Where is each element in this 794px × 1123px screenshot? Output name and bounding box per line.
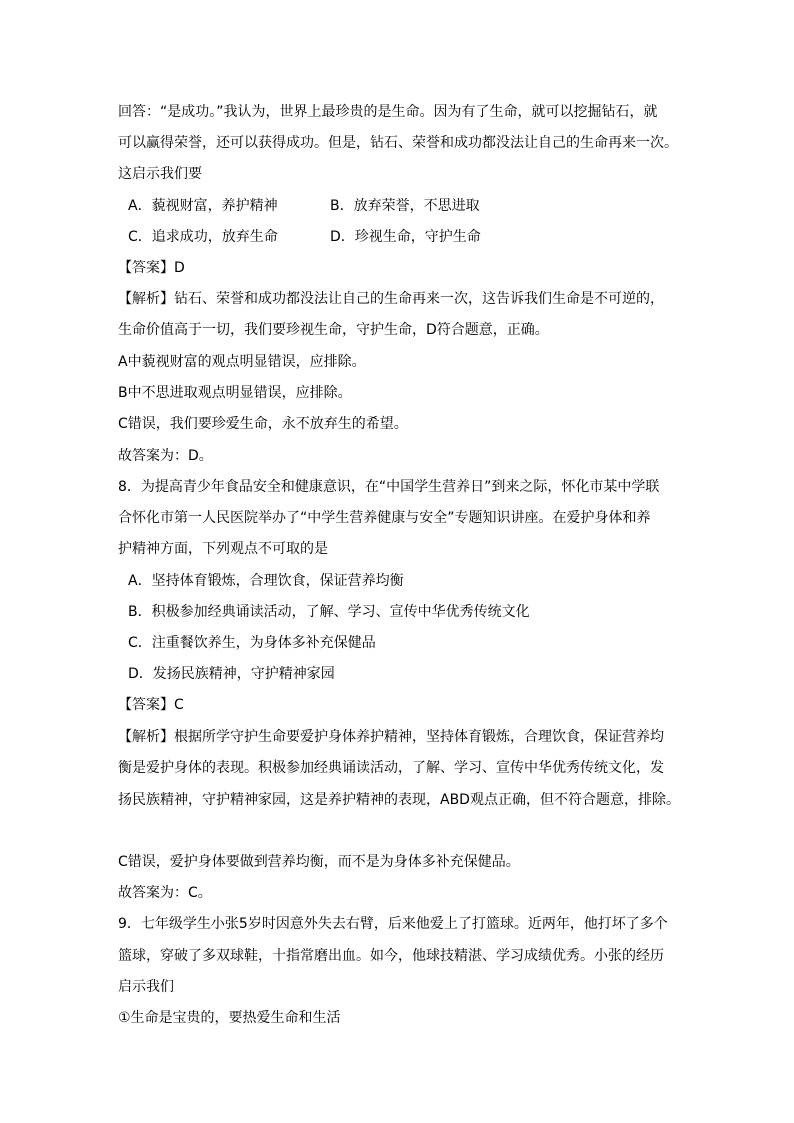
q7-analysis-line: C错误，我们要珍爱生命，永不放弃生的希望。 [118,416,408,432]
q7-analysis-line: B中不思进取观点明显错误，应排除。 [118,385,352,401]
q7-stem-line: 可以赢得荣誉，还可以获得成功。但是，钻石、荣誉和成功都没法让自己的生命再来一次。 [118,135,678,151]
q8-analysis-line: 扬民族精神，守护精神家园，这是养护精神的表现，ABD观点正确，但不符合题意，排除。 [118,792,680,808]
q7-option-a: A．藐视财富，养护精神 [128,198,278,214]
q7-final-answer: 故答案为：D。 [118,448,213,464]
q9-stem-line: 启示我们 [118,979,174,995]
q8-option-d: D．发扬民族精神，守护精神家园 [128,666,335,682]
q9-statement: ①生命是宝贵的，要热爱生命和生活 [118,1010,341,1026]
q7-option-d: D．珍视生命，守护生命 [330,229,481,245]
q8-stem-line: 护精神方面，下列观点不可取的是 [118,541,328,557]
q8-analysis-line: 衡是爱护身体的表现。积极参加经典诵读活动，了解、学习、宣传中华优秀传统文化，发 [118,760,664,776]
q7-option-b: B．放弃荣誉，不思进取 [330,198,480,214]
q8-option-b: B．积极参加经典诵读活动，了解、学习、宣传中华优秀传统文化 [128,604,530,620]
q8-analysis-line: 【解析】根据所学守护生命要爱护身体养护精神，坚持体育锻炼，合理饮食，保证营养均 [118,729,664,745]
q8-option-c: C．注重餐饮养生，为身体多补充保健品 [128,635,376,651]
q9-stem-line: 9．七年级学生小张5岁时因意外失去右臂，后来他爱上了打篮球。近两年，他打坏了多个 [118,916,668,932]
q8-option-a: A．坚持体育锻炼，合理饮食，保证营养均衡 [128,573,404,589]
q8-answer: 【答案】C [118,697,184,713]
q7-analysis-line: 生命价值高于一切，我们要珍视生命，守护生命，D符合题意，正确。 [118,322,549,338]
q7-answer: 【答案】D [118,260,185,276]
q8-stem-line: 8．为提高青少年食品安全和健康意识，在“中国学生营养日”到来之际，怀化市某中学联 [118,479,660,495]
q7-option-c: C．追求成功，放弃生命 [128,229,278,245]
q7-analysis-line: A中藐视财富的观点明显错误，应排除。 [118,354,366,370]
q8-final-answer: 故答案为：C。 [118,885,212,901]
q7-stem-line: 这启示我们要 [118,166,202,182]
q7-analysis-line: 【解析】钻石、荣誉和成功都没法让自己的生命再来一次，这告诉我们生命是不可逆的， [118,291,664,307]
q9-stem-line: 篮球，穿破了多双球鞋，十指常磨出血。如今，他球技精湛、学习成绩优秀。小张的经历 [118,948,664,964]
q8-stem-line: 合怀化市第一人民医院举办了“中学生营养健康与安全”专题知识讲座。在爱护身体和养 [118,510,651,526]
q8-analysis-line: C错误，爱护身体要做到营养均衡，而不是为身体多补充保健品。 [118,854,520,870]
q7-stem-line: 回答：“是成功。”我认为，世界上最珍贵的是生命。因为有了生命，就可以挖掘钻石，就 [118,104,658,120]
